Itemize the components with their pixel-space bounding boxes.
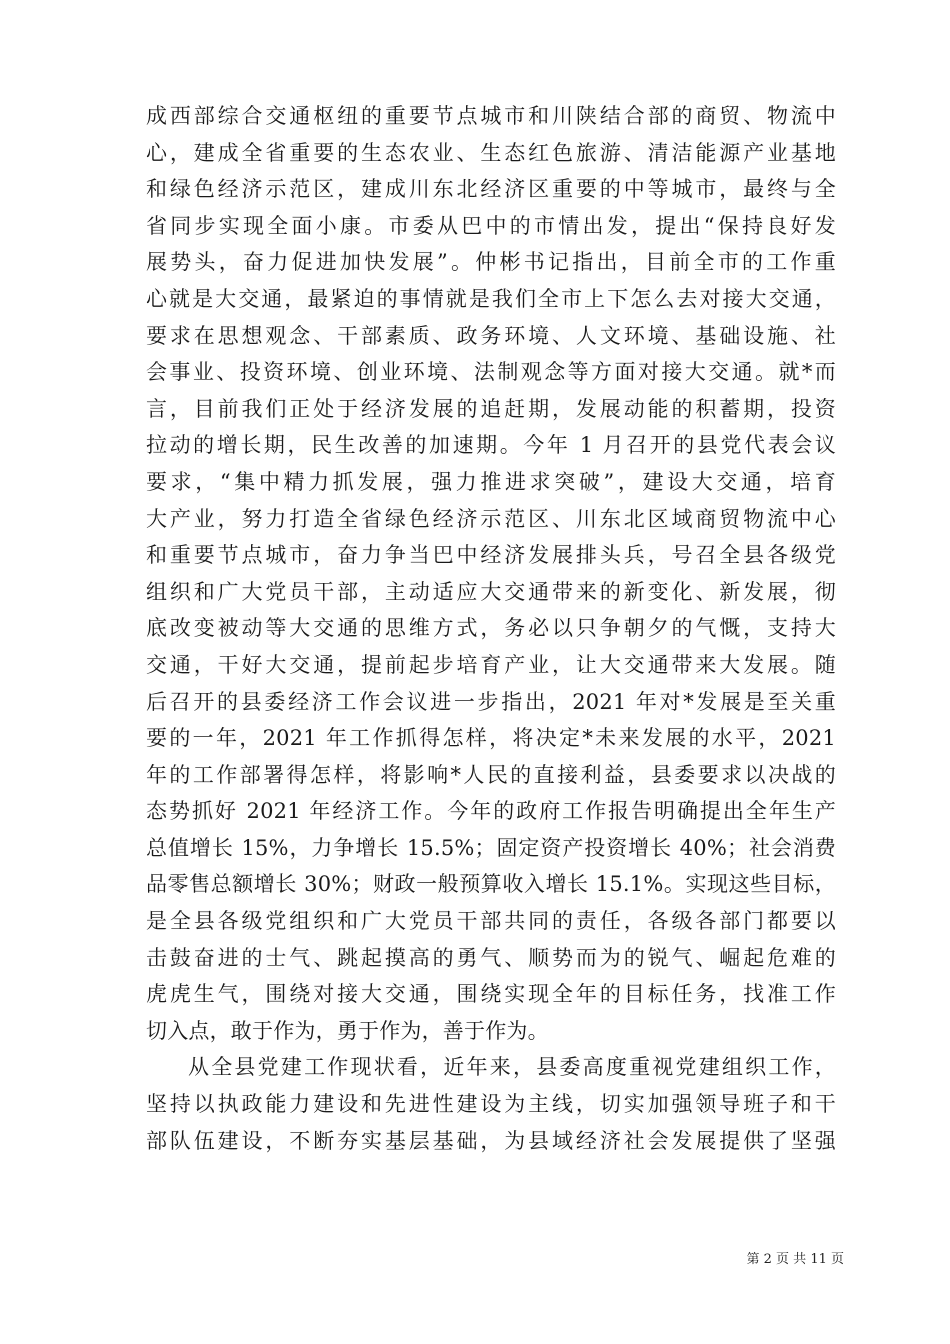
text-line: 和重要节点城市，奋力争当巴中经济发展排头兵，号召全县各级党 — [146, 543, 836, 568]
text-line: 心就是大交通，最紧迫的事情就是我们全市上下怎么去对接大交通， — [146, 286, 836, 311]
text-line: 总值增长 15%，力争增长 15.5%；固定资产投资增长 40%；社会消费 — [146, 835, 836, 860]
text-line: 拉动的增长期，民生改善的加速期。今年 1 月召开的县党代表会议 — [146, 433, 836, 458]
text-line: 坚持以执政能力建设和先进性建设为主线，切实加强领导班子和干 — [146, 1092, 836, 1117]
text-line: 要求，“集中精力抓发展，强力推进求突破”，建设大交通，培育 — [146, 469, 836, 494]
page-number-footer: 第 2 页 共 11 页 — [746, 1252, 844, 1267]
text-line: 品零售总额增长 30%；财政一般预算收入增长 15.1%。实现这些目标， — [146, 872, 836, 897]
text-line: 成西部综合交通枢纽的重要节点城市和川陕结合部的商贸、物流中 — [146, 104, 836, 128]
text-line: 交通，干好大交通，提前起步培育产业，让大交通带来大发展。随 — [146, 652, 836, 677]
text-line: 后召开的县委经济工作会议进一步指出，2021 年对*发展是至关重 — [146, 689, 836, 714]
text-line: 大产业，努力打造全省绿色经济示范区、川东北区域商贸物流中心 — [146, 506, 836, 531]
text-line: 是全县各级党组织和广大党员干部共同的责任，各级各部门都要以 — [146, 909, 836, 934]
text-line: 切入点，敢于作为，勇于作为，善于作为。 — [146, 1018, 549, 1043]
text-line: 底改变被动等大交通的思维方式，务必以只争朝夕的气慨，支持大 — [146, 616, 836, 641]
body-text — [146, 98, 836, 1159]
text-line: 和绿色经济示范区，建成川东北经济区重要的中等城市，最终与全 — [146, 177, 836, 202]
paragraph-1 — [146, 98, 836, 1049]
text-line: 展势头，奋力促进加快发展”。仲彬书记指出，目前全市的工作重 — [146, 250, 836, 275]
text-line: 从全县党建工作现状看，近年来，县委高度重视党建组织工作， — [188, 1055, 836, 1080]
text-line: 要求在思想观念、干部素质、政务环境、人文环境、基础设施、社 — [146, 323, 836, 348]
text-line: 省同步实现全面小康。市委从巴中的市情出发，提出“保持良好发 — [146, 213, 836, 238]
text-line: 态势抓好 2021 年经济工作。今年的政府工作报告明确提出全年生产 — [146, 799, 836, 824]
text-line: 心，建成全省重要的生态农业、生态红色旅游、清洁能源产业基地 — [146, 140, 836, 165]
text-line: 要的一年，2021 年工作抓得怎样，将决定*未来发展的水平，2021 — [146, 726, 836, 751]
text-line: 虎虎生气，围绕对接大交通，围绕实现全年的目标任务，找准工作 — [146, 982, 836, 1007]
text-line: 年的工作部署得怎样，将影响*人民的直接利益，县委要求以决战的 — [146, 762, 836, 787]
text-line: 部队伍建设，不断夯实基层基础，为县域经济社会发展提供了坚强 — [146, 1128, 836, 1153]
paragraph-2 — [146, 1049, 836, 1159]
text-line: 击鼓奋进的士气、跳起摸高的勇气、顺势而为的锐气、崛起危难的 — [146, 945, 836, 970]
text-line: 组织和广大党员干部，主动适应大交通带来的新变化、新发展，彻 — [146, 579, 836, 604]
text-line: 会事业、投资环境、创业环境、法制观念等方面对接大交通。就*而 — [146, 360, 836, 385]
text-line: 言，目前我们正处于经济发展的追赶期，发展动能的积蓄期，投资 — [146, 396, 836, 421]
